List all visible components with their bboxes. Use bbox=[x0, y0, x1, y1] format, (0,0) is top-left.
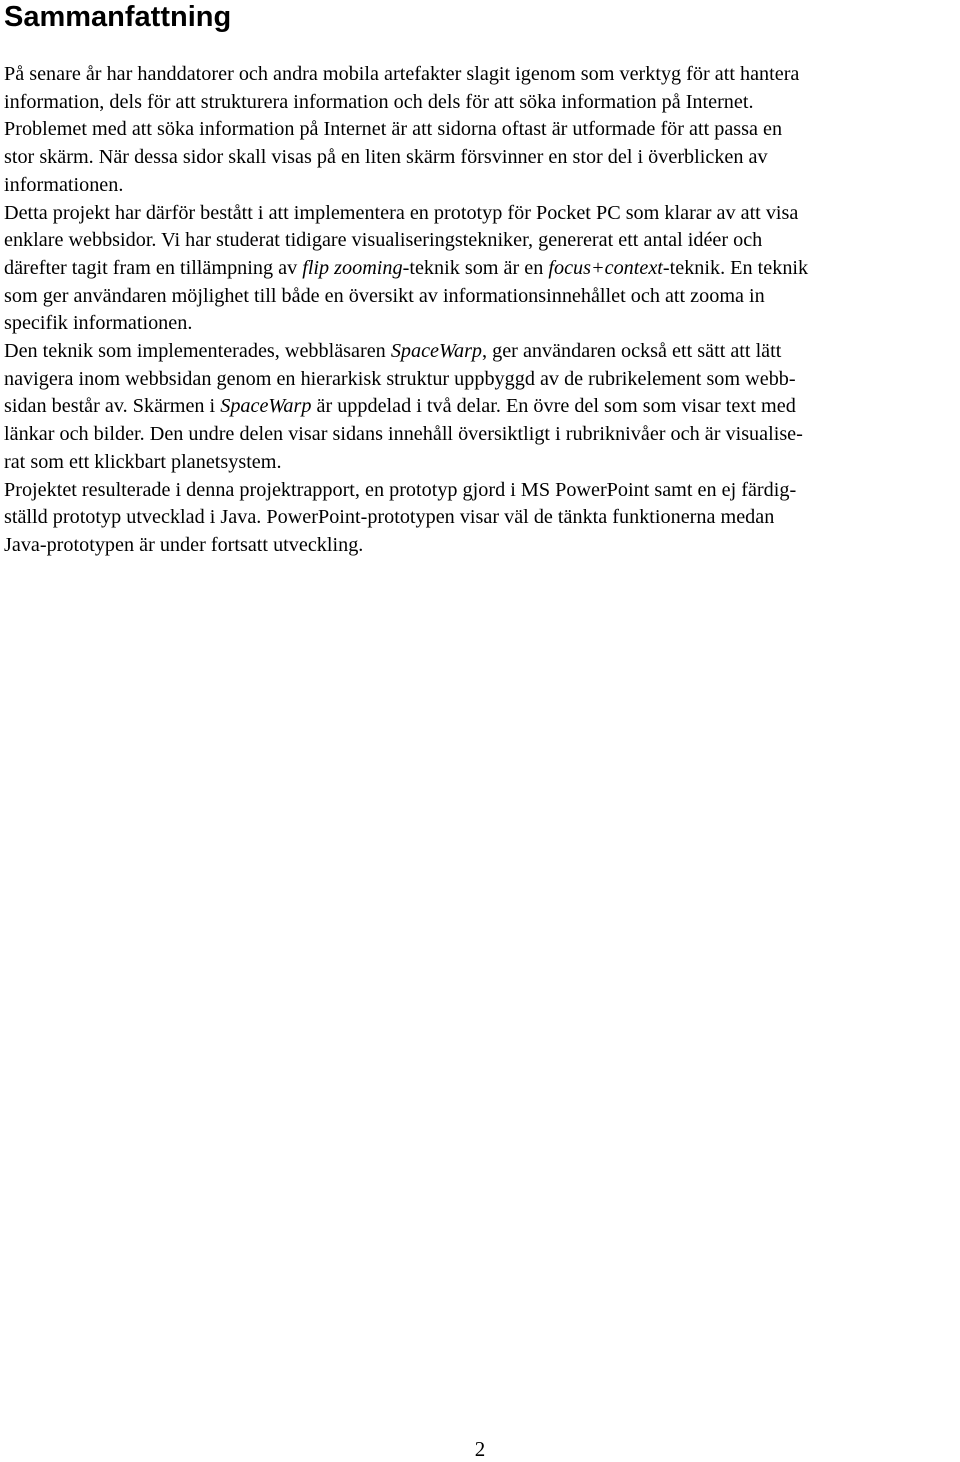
text-line bbox=[4, 421, 956, 449]
text-line bbox=[4, 89, 956, 117]
paragraph-4 bbox=[4, 477, 956, 560]
text-line bbox=[4, 200, 956, 228]
text-line bbox=[4, 477, 956, 505]
text-segment: enklare webbsidor. Vi har studerat tidigare visualiseringstekniker, genererat ett antal idéer och bbox=[4, 229, 763, 252]
text-segment: som ger användaren möjlighet till både en översikt av informationsinnehållet och att zooma in bbox=[4, 284, 765, 307]
summary-body bbox=[4, 61, 956, 560]
text-segment: ställd prototyp utvecklad i Java. PowerPoint-prototypen visar väl de tänkta funktionerna medan bbox=[4, 506, 775, 529]
text-segment: navigera inom webbsidan genom en hierarkisk struktur uppbyggd av de rubrikelement som webb- bbox=[4, 367, 796, 390]
text-line bbox=[4, 172, 956, 200]
text-line bbox=[4, 255, 956, 283]
italic-term: SpaceWarp bbox=[220, 395, 312, 418]
text-segment: länkar och bilder. Den undre delen visar sidans innehåll översiktligt i rubriknivåer och är visualise- bbox=[4, 423, 803, 446]
text-segment: specifik informationen. bbox=[4, 312, 193, 335]
text-line bbox=[4, 144, 956, 172]
text-segment: informationen. bbox=[4, 173, 124, 196]
text-line bbox=[4, 338, 956, 366]
text-segment: information, dels för att strukturera information och dels för att söka information på Internet. bbox=[4, 90, 754, 113]
paragraph-2 bbox=[4, 200, 956, 339]
text-segment: stor skärm. När dessa sidor skall visas på en liten skärm försvinner en stor del i överblicken av bbox=[4, 146, 768, 169]
text-line bbox=[4, 116, 956, 144]
text-segment: rat som ett klickbart planetsystem. bbox=[4, 450, 282, 473]
page-number: 2 bbox=[474, 1437, 486, 1461]
text-segment: -teknik som är en bbox=[402, 256, 549, 279]
text-segment: sidan består av. Skärmen i bbox=[4, 395, 221, 418]
italic-term: SpaceWarp bbox=[390, 340, 483, 363]
paragraph-3 bbox=[4, 338, 956, 477]
text-line bbox=[4, 310, 956, 338]
text-line bbox=[4, 61, 956, 89]
text-line bbox=[4, 227, 956, 255]
italic-term: focus+context bbox=[548, 256, 663, 279]
text-segment: , ger användaren också ett sätt att lätt bbox=[482, 340, 782, 363]
text-line bbox=[4, 283, 956, 311]
text-segment: -teknik. En teknik bbox=[662, 256, 809, 279]
text-segment: Detta projekt har därför bestått i att implementera en prototyp för Pocket PC som klarar av att visa bbox=[4, 201, 799, 224]
text-line bbox=[4, 366, 956, 394]
text-segment: Java-prototypen är under fortsatt utveckling. bbox=[4, 533, 364, 556]
text-segment: Projektet resulterade i denna projektrapport, en prototyp gjord i MS PowerPoint samt en ej färdig- bbox=[4, 478, 797, 501]
text-segment: därefter tagit fram en tillämpning av bbox=[4, 256, 303, 279]
text-segment: Den teknik som implementerades, webbläsaren bbox=[4, 340, 391, 363]
text-segment: På senare år har handdatorer och andra mobila artefakter slagit igenom som verktyg för att hantera bbox=[4, 63, 800, 85]
text-line bbox=[4, 532, 956, 560]
text-line bbox=[4, 504, 956, 532]
paragraph-1 bbox=[4, 61, 956, 200]
text-line bbox=[4, 449, 956, 477]
page-heading: Sammanfattning bbox=[4, 1, 232, 33]
italic-term: flip zooming bbox=[302, 256, 403, 279]
text-line bbox=[4, 393, 956, 421]
text-segment: är uppdelad i två delar. En övre del som som visar text med bbox=[311, 395, 796, 418]
text-segment: Problemet med att söka information på Internet är att sidorna oftast är utformade för att passa en bbox=[4, 118, 783, 141]
